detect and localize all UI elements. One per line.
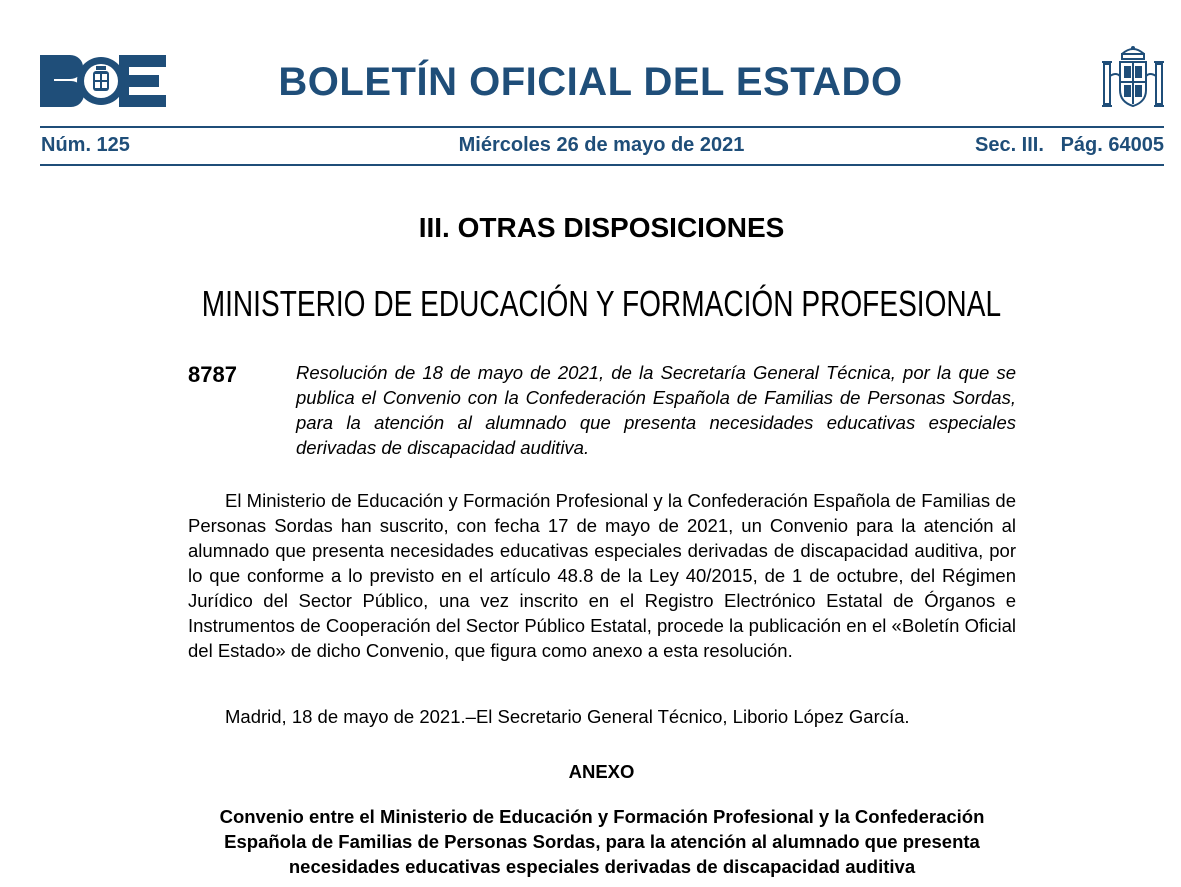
section-title: III. OTRAS DISPOSICIONES <box>418 212 785 243</box>
annex-title: ANEXO <box>568 761 635 782</box>
document-number: 8787 <box>188 362 237 387</box>
resolution-title: Resolución de 18 de mayo de 2021, de la Secretaría General Técnica, por la que se publica el Convenio con la Confederación Española de Familias de Personas Sordas, para la atención al alumnado que presenta necesidades educativas especiales derivadas de discapacidad auditiva. <box>296 362 1016 458</box>
signature-line: Madrid, 18 de mayo de 2021.–El Secretario General Técnico, Liborio López García. <box>225 706 910 727</box>
ministry-title: MINISTERIO DE EDUCACIÓN Y FORMACIÓN PROFESIONAL <box>201 283 1002 324</box>
convenio-title: Convenio entre el Ministerio de Educación y Formación Profesional y la Confederación Española de Familias de Personas Sordas, para la atención al alumnado que presenta necesidades educativas especiales derivadas de discapacidad auditiva <box>219 806 985 877</box>
issue-date: Miércoles 26 de mayo de 2021 <box>458 134 745 156</box>
gazette-title: BOLETÍN OFICIAL DEL ESTADO <box>278 60 903 104</box>
header-rule-bottom <box>40 164 1164 166</box>
body-paragraph: El Ministerio de Educación y Formación Profesional y la Confederación Española de Familias de Personas Sordas han suscrito, con fecha 17 de mayo de 2021, un Convenio para la atención al alumnado que presenta necesidades educativas especiales derivadas de discapacidad auditiva, por lo que conforme a lo previsto en el artículo 48.8 de la Ley 40/2015, de 1 de octubre, del Régimen Jurídico del Sector Público, una vez inscrito en el Registro Electrónico Estatal de Órganos e Instrumentos de Cooperación del Sector Público Estatal, procede la publicación en el «Boletín Oficial del Estado» de dicho Convenio, que figura como anexo a esta resolución. <box>188 490 1016 661</box>
section-page: Sec. III. Pág. 64005 <box>974 134 1164 156</box>
header-rule-top <box>40 126 1164 128</box>
document-header <box>0 0 1181 170</box>
coat-of-arms-icon <box>1100 42 1166 114</box>
issue-number: Núm. 125 <box>41 134 130 156</box>
